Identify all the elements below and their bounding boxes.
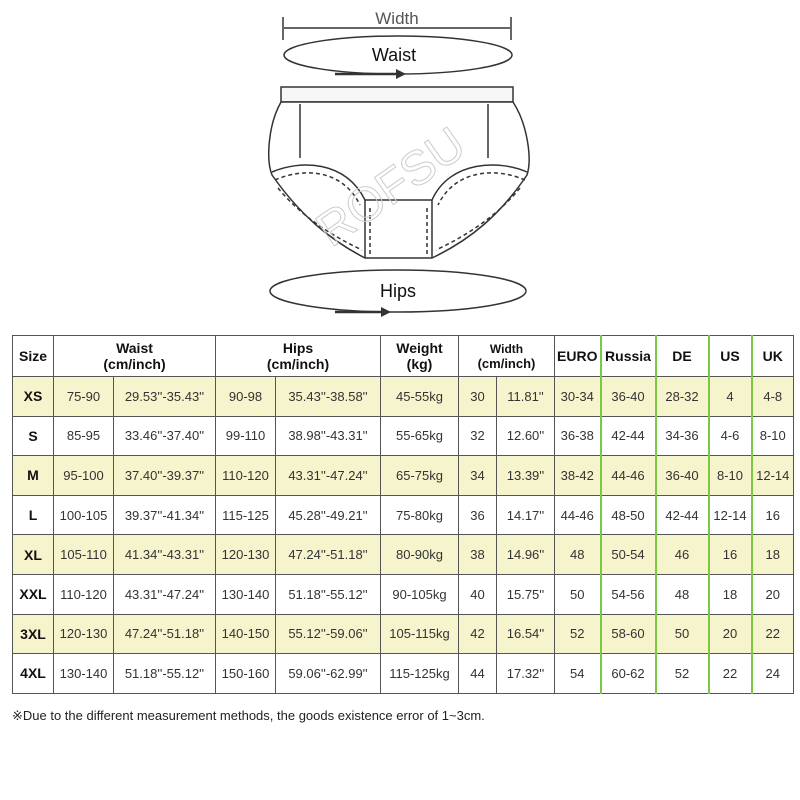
header-russia: Russia <box>601 336 656 377</box>
cell-us: 18 <box>709 574 752 614</box>
cell-size: L <box>13 495 54 535</box>
table-row <box>13 654 794 694</box>
cell-waist-in: 33.46''-37.40'' <box>114 416 216 456</box>
hips-label: Hips <box>379 281 417 301</box>
cell-weight: 65-75kg <box>381 456 459 496</box>
header-us: US <box>709 336 752 377</box>
cell-russia: 42-44 <box>601 416 656 456</box>
cell-hips-cm: 99-110 <box>216 416 276 456</box>
table-row <box>13 495 794 535</box>
cell-russia: 58-60 <box>601 614 656 654</box>
cell-size: 4XL <box>13 654 54 694</box>
cell-waist-cm: 100-105 <box>54 495 114 535</box>
table-row <box>13 416 794 456</box>
header-euro: EURO <box>555 336 601 377</box>
measurement-note: ※Due to the different measurement methods, the goods existence error of 1~3cm. <box>12 708 485 723</box>
cell-us: 22 <box>709 654 752 694</box>
cell-us: 8-10 <box>709 456 752 496</box>
cell-waist-cm: 75-90 <box>54 377 114 417</box>
cell-weight: 80-90kg <box>381 535 459 575</box>
size-chart-table <box>12 335 794 694</box>
cell-waist-in: 51.18''-55.12'' <box>114 654 216 694</box>
cell-waist-cm: 120-130 <box>54 614 114 654</box>
cell-width-cm: 34 <box>459 456 497 496</box>
waist-label: Waist <box>371 45 417 65</box>
cell-de: 36-40 <box>656 456 709 496</box>
header-waist-unit: (cm/inch) <box>103 356 166 372</box>
cell-de: 48 <box>656 574 709 614</box>
cell-hips-in: 45.28''-49.21'' <box>276 495 381 535</box>
cell-waist-in: 29.53''-35.43'' <box>114 377 216 417</box>
cell-waist-cm: 130-140 <box>54 654 114 694</box>
cell-weight: 90-105kg <box>381 574 459 614</box>
cell-euro: 44-46 <box>555 495 601 535</box>
cell-hips-in: 38.98''-43.31'' <box>276 416 381 456</box>
cell-width-in: 16.54'' <box>497 614 555 654</box>
cell-hips-in: 55.12''-59.06'' <box>276 614 381 654</box>
width-label: Width <box>375 9 419 28</box>
cell-width-in: 12.60'' <box>497 416 555 456</box>
cell-weight: 75-80kg <box>381 495 459 535</box>
cell-hips-cm: 140-150 <box>216 614 276 654</box>
header-width <box>459 336 555 377</box>
cell-width-in: 15.75'' <box>497 574 555 614</box>
header-de: DE <box>656 336 709 377</box>
cell-weight: 45-55kg <box>381 377 459 417</box>
cell-hips-cm: 110-120 <box>216 456 276 496</box>
cell-hips-in: 43.31''-47.24'' <box>276 456 381 496</box>
table-body <box>13 377 794 694</box>
header-weight-label: Weight <box>396 340 443 356</box>
header-width-label: Width <box>489 341 524 356</box>
cell-us: 16 <box>709 535 752 575</box>
cell-russia: 44-46 <box>601 456 656 496</box>
cell-waist-in: 41.34''-43.31'' <box>114 535 216 575</box>
cell-width-cm: 38 <box>459 535 497 575</box>
cell-hips-in: 51.18''-55.12'' <box>276 574 381 614</box>
cell-hips-cm: 120-130 <box>216 535 276 575</box>
cell-de: 52 <box>656 654 709 694</box>
cell-de: 34-36 <box>656 416 709 456</box>
table-row <box>13 456 794 496</box>
cell-euro: 36-38 <box>555 416 601 456</box>
cell-width-cm: 44 <box>459 654 497 694</box>
cell-weight: 115-125kg <box>381 654 459 694</box>
table-row <box>13 574 794 614</box>
header-waist <box>54 336 216 377</box>
cell-width-cm: 40 <box>459 574 497 614</box>
header-hips <box>216 336 381 377</box>
header-hips-unit: (cm/inch) <box>266 356 330 372</box>
cell-us: 4-6 <box>709 416 752 456</box>
cell-size: XXL <box>13 574 54 614</box>
cell-us: 4 <box>709 377 752 417</box>
cell-waist-cm: 105-110 <box>54 535 114 575</box>
cell-hips-cm: 115-125 <box>216 495 276 535</box>
cell-us: 20 <box>709 614 752 654</box>
watermark: ROFSU <box>307 117 476 258</box>
header-weight-unit: (kg) <box>406 356 433 372</box>
cell-de: 46 <box>656 535 709 575</box>
cell-width-cm: 42 <box>459 614 497 654</box>
cell-hips-cm: 150-160 <box>216 654 276 694</box>
cell-hips-cm: 90-98 <box>216 377 276 417</box>
cell-uk: 18 <box>752 535 794 575</box>
hips-measure <box>270 270 526 317</box>
cell-de: 50 <box>656 614 709 654</box>
header-hips-label: Hips <box>282 340 314 356</box>
cell-width-cm: 32 <box>459 416 497 456</box>
cell-hips-in: 59.06''-62.99'' <box>276 654 381 694</box>
cell-euro: 30-34 <box>555 377 601 417</box>
cell-width-in: 17.32'' <box>497 654 555 694</box>
cell-width-in: 11.81'' <box>497 377 555 417</box>
cell-width-in: 14.17'' <box>497 495 555 535</box>
garment-diagram <box>0 0 800 330</box>
cell-weight: 105-115kg <box>381 614 459 654</box>
cell-size: S <box>13 416 54 456</box>
cell-uk: 4-8 <box>752 377 794 417</box>
cell-russia: 36-40 <box>601 377 656 417</box>
cell-weight: 55-65kg <box>381 416 459 456</box>
cell-waist-in: 47.24''-51.18'' <box>114 614 216 654</box>
cell-russia: 54-56 <box>601 574 656 614</box>
cell-hips-cm: 130-140 <box>216 574 276 614</box>
cell-waist-cm: 85-95 <box>54 416 114 456</box>
cell-uk: 22 <box>752 614 794 654</box>
table-row <box>13 377 794 417</box>
cell-width-cm: 30 <box>459 377 497 417</box>
table-row <box>13 614 794 654</box>
cell-euro: 50 <box>555 574 601 614</box>
header-width-unit: (cm/inch) <box>477 355 536 371</box>
cell-size: XL <box>13 535 54 575</box>
cell-us: 12-14 <box>709 495 752 535</box>
cell-euro: 48 <box>555 535 601 575</box>
cell-de: 28-32 <box>656 377 709 417</box>
cell-uk: 8-10 <box>752 416 794 456</box>
cell-size: M <box>13 456 54 496</box>
cell-russia: 60-62 <box>601 654 656 694</box>
waist-measure <box>284 36 512 79</box>
cell-de: 42-44 <box>656 495 709 535</box>
cell-waist-cm: 110-120 <box>54 574 114 614</box>
cell-width-in: 13.39'' <box>497 456 555 496</box>
cell-size: XS <box>13 377 54 417</box>
cell-waist-cm: 95-100 <box>54 456 114 496</box>
cell-russia: 48-50 <box>601 495 656 535</box>
header-size: Size <box>13 336 54 377</box>
cell-width-cm: 36 <box>459 495 497 535</box>
cell-waist-in: 39.37''-41.34'' <box>114 495 216 535</box>
cell-euro: 54 <box>555 654 601 694</box>
cell-uk: 20 <box>752 574 794 614</box>
cell-width-in: 14.96'' <box>497 535 555 575</box>
cell-euro: 52 <box>555 614 601 654</box>
cell-euro: 38-42 <box>555 456 601 496</box>
cell-uk: 12-14 <box>752 456 794 496</box>
cell-uk: 24 <box>752 654 794 694</box>
cell-russia: 50-54 <box>601 535 656 575</box>
cell-hips-in: 47.24''-51.18'' <box>276 535 381 575</box>
table-row <box>13 535 794 575</box>
cell-hips-in: 35.43''-38.58'' <box>276 377 381 417</box>
header-uk: UK <box>752 336 794 377</box>
cell-waist-in: 43.31''-47.24'' <box>114 574 216 614</box>
header-waist-label: Waist <box>116 340 153 356</box>
cell-size: 3XL <box>13 614 54 654</box>
cell-waist-in: 37.40''-39.37'' <box>114 456 216 496</box>
header-weight <box>381 336 459 377</box>
cell-uk: 16 <box>752 495 794 535</box>
table-header-row <box>13 336 794 377</box>
